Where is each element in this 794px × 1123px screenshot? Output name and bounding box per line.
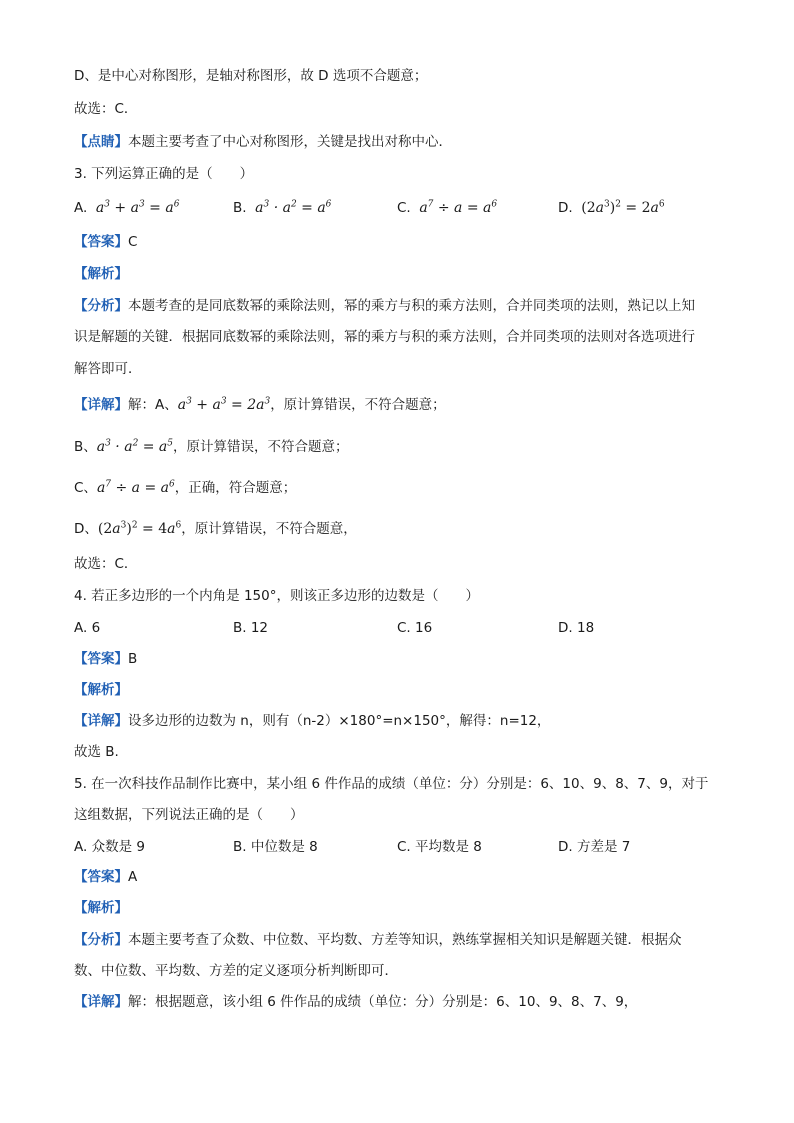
q3-xiangjie-a-text: ，原计算错误，不符合题意； [270,397,446,413]
q5-xiangjie [74,992,637,1012]
q4-stem: 4. 若正多边形的一个内角是 150°，则该正多边形的边数是（ ） [74,588,479,604]
q5-xiangjie-text: 解：根据题意，该小组 6 件作品的成绩（单位：分）分别是：6、10、9、8、7、9， [128,994,638,1010]
q4-option-d: D. 18 [558,620,595,636]
q5-fenxi-tag: 【分析】 [74,932,128,948]
q3-option-b-formula: $a^3 \cdot a^2 = a^6$ [255,199,332,216]
q3-answer [74,232,137,252]
q3-stem: 3. 下列运算正确的是（ ） [74,166,254,182]
q3-xiangjie-b [74,437,349,457]
q4-xiangjie-tag: 【详解】 [74,713,128,729]
q4-xiangjie-text: 设多边形的边数为 n，则有（n-2）×180°=n×150°，解得：n=12， [128,713,551,729]
q3-formula-c: $a^7 \div a = a^6$ [96,479,175,496]
q3-xiangjie-c-pre: C、 [74,480,97,496]
q4-option-a: A. 6 [74,620,101,636]
q3-option-b-label: B. [233,200,247,216]
q3-xiangjie-d-text: ，原计算错误，不符合题意， [181,521,357,537]
q3-option-d-formula: $(2a^3)^2 = 2a^6$ [581,199,665,216]
q3-option-a [74,198,179,218]
q3-xiangjie-b-text: ，原计算错误，不符合题意； [173,439,349,455]
q5-xiangjie-tag: 【详解】 [74,994,128,1010]
q5-answer-value: A [128,869,138,885]
q3-xiangjie-c [74,478,296,498]
dianjing-tag: 【点睛】 [74,134,128,150]
q5-fenxi-line1 [74,930,682,950]
q3-answer-tag: 【答案】 [74,234,128,250]
q5-stem-line1: 5. 在一次科技作品制作比赛中，某小组 6 件作品的成绩（单位：分）分别是：6、10、9、8、7、9，对于 [74,776,709,792]
q3-formula-a: $a^3 + a^3 = 2a^3$ [177,396,271,413]
q3-xiangjie-tag: 【详解】 [74,397,128,413]
q3-formula-b: $a^3 \cdot a^2 = a^5$ [96,438,174,455]
q5-option-d: D. 方差是 7 [558,839,631,855]
dianjing-text: 本题主要考查了中心对称图形，关键是找出对称中心． [128,134,452,150]
q4-answer [74,649,137,669]
q3-xiangjie-b-pre: B、 [74,439,97,455]
q3-xiangjie-c-text: ，正确，符合题意； [174,480,297,496]
q3-xiangjie-pre: 解：A、 [128,397,178,413]
dianjing-line [74,132,452,152]
q5-option-b: B. 中位数是 8 [233,839,318,855]
q5-option-c: C. 平均数是 8 [397,839,482,855]
q3-xiangjie-d [74,519,357,539]
q3-fenxi-text1: 本题考查的是同底数幂的乘除法则，幂的乘方与积的乘方法则，合并同类项的法则，熟记以上知 [128,298,695,314]
text-line: 故选：C． [74,101,138,117]
q5-fenxi-text1: 本题主要考查了众数、中位数、平均数、方差等知识，熟练掌握相关知识是解题关键．根据众 [128,932,682,948]
q3-option-b [233,198,331,218]
q4-option-c: C. 16 [397,620,433,636]
q5-stem-line2: 这组数据，下列说法正确的是（ ） [74,807,304,823]
q5-answer-tag: 【答案】 [74,869,128,885]
q3-fenxi-line1 [74,296,695,316]
q3-option-c-formula: $a^7 \div a = a^6$ [419,199,498,216]
q5-jiexi: 【解析】 [74,900,128,916]
q5-fenxi-line2: 数、中位数、平均数、方差的定义逐项分析判断即可． [74,963,398,979]
q3-option-c-label: C. [397,200,411,216]
q3-conclusion: 故选：C． [74,556,138,572]
q3-xiangjie-d-pre: D、 [74,521,98,537]
q4-conclusion: 故选 B. [74,744,119,760]
q3-answer-value: C [128,234,138,250]
q3-fenxi-tag: 【分析】 [74,298,128,314]
q4-xiangjie [74,711,550,731]
q3-fenxi-line2: 识是解题的关键．根据同底数幂的乘除法则，幂的乘方与积的乘方法则，合并同类项的法则对各选项进行 [74,329,695,345]
q3-option-a-label: A. [74,200,88,216]
text-line: D、是中心对称图形，是轴对称图形，故 D 选项不合题意； [74,68,428,84]
q4-answer-value: B [128,651,138,667]
q4-answer-tag: 【答案】 [74,651,128,667]
q3-formula-d: $(2a^3)^2 = 4a^6$ [97,520,182,537]
q3-option-a-formula: $a^3 + a^3 = a^6$ [95,199,180,216]
q3-jiexi: 【解析】 [74,266,128,282]
q3-option-d-label: D. [558,200,573,216]
q4-jiexi: 【解析】 [74,682,128,698]
q5-answer [74,867,137,887]
q4-option-b: B. 12 [233,620,269,636]
q5-option-a: A. 众数是 9 [74,839,145,855]
q3-option-c [397,198,497,218]
q3-option-d [558,198,665,218]
q3-xiangjie-a [74,395,446,415]
q3-fenxi-line3: 解答即可． [74,361,142,377]
